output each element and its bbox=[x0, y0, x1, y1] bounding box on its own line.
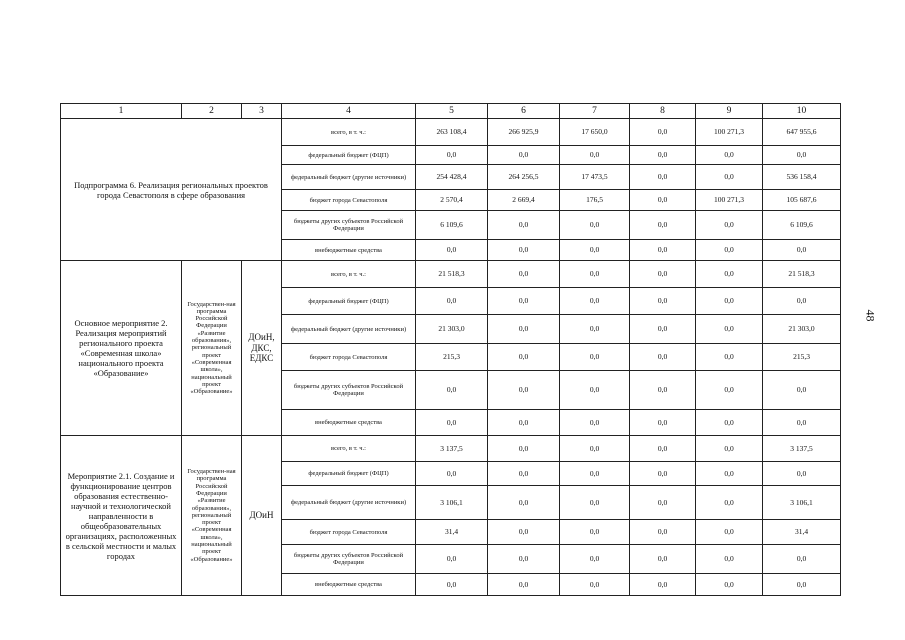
value-cell: 536 158,4 bbox=[763, 165, 841, 190]
value-cell: 0,0 bbox=[488, 288, 560, 315]
value-cell: 0,0 bbox=[560, 371, 630, 410]
value-cell: 647 955,6 bbox=[763, 119, 841, 146]
value-cell: 0,0 bbox=[696, 410, 763, 436]
funding-source: федеральный бюджет (другие источники) bbox=[282, 315, 416, 344]
funding-source: бюджеты других субъектов Российской Федерации bbox=[282, 545, 416, 574]
value-cell: 0,0 bbox=[416, 545, 488, 574]
value-cell: 0,0 bbox=[416, 410, 488, 436]
value-cell: 0,0 bbox=[416, 146, 488, 165]
value-cell: 0,0 bbox=[696, 344, 763, 371]
funding-source: всего, в т. ч.: bbox=[282, 261, 416, 288]
value-cell: 0,0 bbox=[630, 288, 696, 315]
column-header-7: 7 bbox=[560, 104, 630, 119]
column-header-1: 1 bbox=[61, 104, 182, 119]
value-cell: 0,0 bbox=[696, 371, 763, 410]
value-cell: 0,0 bbox=[630, 261, 696, 288]
value-cell: 0,0 bbox=[488, 462, 560, 486]
value-cell: 2 669,4 bbox=[488, 190, 560, 211]
value-cell: 0,0 bbox=[696, 261, 763, 288]
value-cell: 215,3 bbox=[763, 344, 841, 371]
value-cell: 21 518,3 bbox=[416, 261, 488, 288]
executor-cell: ДОиН, ДКС, ЕДКС bbox=[242, 261, 282, 436]
value-cell: 0,0 bbox=[763, 410, 841, 436]
value-cell: 0,0 bbox=[630, 574, 696, 596]
value-cell: 266 925,9 bbox=[488, 119, 560, 146]
table-row bbox=[61, 436, 841, 462]
value-cell: 0,0 bbox=[560, 410, 630, 436]
value-cell: 21 303,0 bbox=[763, 315, 841, 344]
value-cell: 31,4 bbox=[416, 520, 488, 545]
value-cell: 0,0 bbox=[630, 119, 696, 146]
funding-source: федеральный бюджет (ФЦП) bbox=[282, 288, 416, 315]
value-cell: 3 106,1 bbox=[763, 486, 841, 520]
column-header-2: 2 bbox=[182, 104, 242, 119]
value-cell: 0,0 bbox=[560, 574, 630, 596]
budget-table bbox=[60, 103, 841, 596]
value-cell: 0,0 bbox=[696, 211, 763, 240]
value-cell: 0,0 bbox=[696, 436, 763, 462]
value-cell: 0,0 bbox=[488, 545, 560, 574]
value-cell: 0,0 bbox=[630, 545, 696, 574]
value-cell: 0,0 bbox=[416, 574, 488, 596]
funding-source: всего, в т. ч.: bbox=[282, 119, 416, 146]
value-cell: 0,0 bbox=[630, 240, 696, 261]
value-cell: 0,0 bbox=[488, 240, 560, 261]
value-cell: 0,0 bbox=[630, 211, 696, 240]
value-cell: 3 106,1 bbox=[416, 486, 488, 520]
column-header-9: 9 bbox=[696, 104, 763, 119]
value-cell: 0,0 bbox=[488, 486, 560, 520]
budget-table-page bbox=[60, 103, 840, 596]
funding-source: бюджеты других субъектов Российской Федерации bbox=[282, 211, 416, 240]
funding-source: федеральный бюджет (ФЦП) bbox=[282, 462, 416, 486]
value-cell: 0,0 bbox=[696, 240, 763, 261]
value-cell: 0,0 bbox=[630, 462, 696, 486]
value-cell: 0,0 bbox=[696, 486, 763, 520]
value-cell: 21 303,0 bbox=[416, 315, 488, 344]
value-cell: 0,0 bbox=[763, 146, 841, 165]
value-cell: 21 518,3 bbox=[763, 261, 841, 288]
value-cell: 0,0 bbox=[696, 545, 763, 574]
value-cell: 0,0 bbox=[763, 371, 841, 410]
value-cell: 263 108,4 bbox=[416, 119, 488, 146]
value-cell: 0,0 bbox=[488, 344, 560, 371]
value-cell: 254 428,4 bbox=[416, 165, 488, 190]
value-cell: 0,0 bbox=[488, 371, 560, 410]
value-cell: 100 271,3 bbox=[696, 190, 763, 211]
table-row bbox=[61, 119, 841, 146]
column-header-8: 8 bbox=[630, 104, 696, 119]
column-header-10: 10 bbox=[763, 104, 841, 119]
value-cell: 105 687,6 bbox=[763, 190, 841, 211]
value-cell: 0,0 bbox=[560, 315, 630, 344]
value-cell: 0,0 bbox=[488, 211, 560, 240]
value-cell: 0,0 bbox=[630, 190, 696, 211]
value-cell: 0,0 bbox=[416, 371, 488, 410]
value-cell: 2 570,4 bbox=[416, 190, 488, 211]
value-cell: 0,0 bbox=[630, 344, 696, 371]
value-cell: 0,0 bbox=[696, 315, 763, 344]
value-cell: 176,5 bbox=[560, 190, 630, 211]
value-cell: 0,0 bbox=[763, 462, 841, 486]
value-cell: 0,0 bbox=[696, 462, 763, 486]
funding-source: бюджет города Севастополя bbox=[282, 520, 416, 545]
value-cell: 0,0 bbox=[560, 520, 630, 545]
value-cell: 0,0 bbox=[696, 574, 763, 596]
value-cell: 0,0 bbox=[630, 371, 696, 410]
value-cell: 0,0 bbox=[696, 520, 763, 545]
funding-source: всего, в т. ч.: bbox=[282, 436, 416, 462]
value-cell: 0,0 bbox=[560, 486, 630, 520]
value-cell: 0,0 bbox=[630, 315, 696, 344]
funding-source: внебюджетные средства bbox=[282, 410, 416, 436]
block-name: Подпрограмма 6. Реализация региональных проектов города Севастополя в сфере образования bbox=[61, 119, 282, 261]
funding-source: бюджет города Севастополя bbox=[282, 344, 416, 371]
value-cell: 0,0 bbox=[696, 146, 763, 165]
value-cell: 0,0 bbox=[488, 315, 560, 344]
value-cell: 0,0 bbox=[630, 146, 696, 165]
value-cell: 0,0 bbox=[630, 165, 696, 190]
value-cell: 0,0 bbox=[488, 436, 560, 462]
funding-source: федеральный бюджет (ФЦП) bbox=[282, 146, 416, 165]
value-cell: 100 271,3 bbox=[696, 119, 763, 146]
block-name: Основное мероприятие 2. Реализация мероприятий регионального проекта «Современная школа» национального проекта «Образование» bbox=[61, 261, 182, 436]
value-cell: 0,0 bbox=[416, 240, 488, 261]
program-cell: Государствен-ная программа Российской Федерации «Развитие образования», региональный проект «Современная школа», национальный проект «Образование» bbox=[182, 261, 242, 436]
funding-source: федеральный бюджет (другие источники) bbox=[282, 165, 416, 190]
value-cell: 0,0 bbox=[488, 520, 560, 545]
table-body bbox=[61, 104, 841, 596]
funding-source: федеральный бюджет (другие источники) bbox=[282, 486, 416, 520]
value-cell: 0,0 bbox=[560, 261, 630, 288]
column-header-5: 5 bbox=[416, 104, 488, 119]
program-cell: Государствен-ная программа Российской Федерации «Развитие образования», региональный проект «Современная школа», национальный проект «Образование» bbox=[182, 436, 242, 596]
value-cell: 31,4 bbox=[763, 520, 841, 545]
value-cell: 0,0 bbox=[763, 288, 841, 315]
value-cell: 6 109,6 bbox=[416, 211, 488, 240]
executor-cell: ДОиН bbox=[242, 436, 282, 596]
value-cell: 0,0 bbox=[630, 486, 696, 520]
value-cell: 0,0 bbox=[560, 240, 630, 261]
value-cell: 0,0 bbox=[630, 520, 696, 545]
value-cell: 0,0 bbox=[763, 545, 841, 574]
value-cell: 0,0 bbox=[560, 211, 630, 240]
value-cell: 3 137,5 bbox=[763, 436, 841, 462]
value-cell: 0,0 bbox=[696, 165, 763, 190]
funding-source: бюджет города Севастополя bbox=[282, 190, 416, 211]
value-cell: 0,0 bbox=[763, 574, 841, 596]
value-cell: 17 650,0 bbox=[560, 119, 630, 146]
value-cell: 215,3 bbox=[416, 344, 488, 371]
value-cell: 0,0 bbox=[763, 240, 841, 261]
funding-source: внебюджетные средства bbox=[282, 574, 416, 596]
value-cell: 0,0 bbox=[630, 410, 696, 436]
value-cell: 0,0 bbox=[560, 344, 630, 371]
block-name: Мероприятие 2.1. Создание и функционирование центров образования естественно-научной и технологической направленности в общеобразовательных организациях, расположенных в сельской местности и малых городах bbox=[61, 436, 182, 596]
value-cell: 0,0 bbox=[630, 436, 696, 462]
value-cell: 3 137,5 bbox=[416, 436, 488, 462]
value-cell: 0,0 bbox=[560, 545, 630, 574]
value-cell: 0,0 bbox=[416, 288, 488, 315]
value-cell: 0,0 bbox=[488, 574, 560, 596]
funding-source: внебюджетные средства bbox=[282, 240, 416, 261]
header-row bbox=[61, 104, 841, 119]
value-cell: 0,0 bbox=[560, 146, 630, 165]
value-cell: 264 256,5 bbox=[488, 165, 560, 190]
value-cell: 6 109,6 bbox=[763, 211, 841, 240]
value-cell: 0,0 bbox=[560, 462, 630, 486]
value-cell: 0,0 bbox=[560, 288, 630, 315]
funding-source: бюджеты других субъектов Российской Федерации bbox=[282, 371, 416, 410]
value-cell: 0,0 bbox=[560, 436, 630, 462]
page-number: 48 bbox=[863, 309, 878, 322]
value-cell: 0,0 bbox=[416, 462, 488, 486]
value-cell: 17 473,5 bbox=[560, 165, 630, 190]
column-header-4: 4 bbox=[282, 104, 416, 119]
value-cell: 0,0 bbox=[488, 146, 560, 165]
column-header-3: 3 bbox=[242, 104, 282, 119]
table-row bbox=[61, 261, 841, 288]
value-cell: 0,0 bbox=[488, 410, 560, 436]
column-header-6: 6 bbox=[488, 104, 560, 119]
value-cell: 0,0 bbox=[488, 261, 560, 288]
value-cell: 0,0 bbox=[696, 288, 763, 315]
